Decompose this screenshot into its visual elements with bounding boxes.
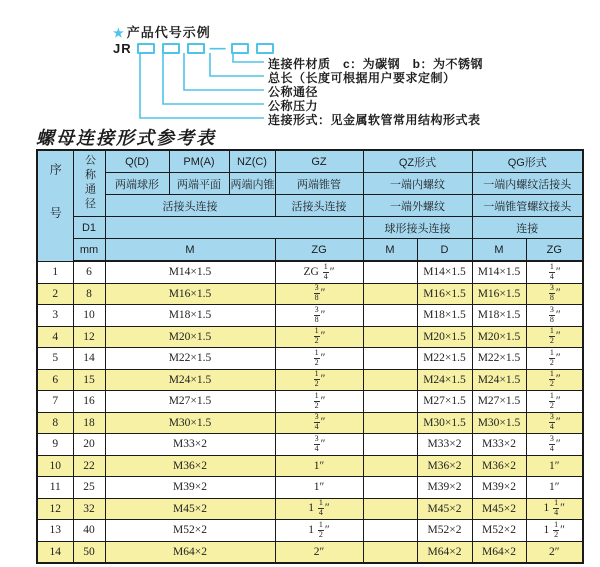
table-cell bbox=[363, 326, 417, 348]
table-cell: 1 $\frac{1}{4}$ ″ bbox=[526, 498, 583, 520]
table-cell: 1 $\frac{1}{2}$ ″ bbox=[526, 520, 583, 542]
table-cell: M64×2 bbox=[472, 541, 526, 563]
table-row bbox=[37, 520, 583, 542]
col-header-qg: QG形式 bbox=[472, 150, 583, 173]
table-cell: M33×2 bbox=[417, 434, 472, 456]
header-row-3 bbox=[37, 195, 583, 217]
page-title: 螺母连接形式参考表 bbox=[36, 128, 216, 149]
table-cell: $\frac{1}{2}$ ″ bbox=[526, 348, 583, 370]
table-body bbox=[37, 261, 583, 563]
table-cell: $\frac{3}{4}$ ″ bbox=[526, 434, 583, 456]
table-cell: 1 $\frac{1}{4}$ ″ bbox=[275, 498, 363, 520]
label-pressure: 公称压力 bbox=[268, 99, 319, 113]
table-cell bbox=[363, 434, 417, 456]
code-box-5 bbox=[256, 43, 274, 54]
table-cell: M20×1.5 bbox=[417, 326, 472, 348]
table-cell: M14×1.5 bbox=[105, 261, 275, 283]
table-cell: 8 bbox=[37, 412, 73, 434]
table-cell: $\frac{3}{8}$ ″ bbox=[526, 283, 583, 305]
table-cell: 6 bbox=[37, 369, 73, 391]
zg-col-label: ZG bbox=[275, 239, 363, 262]
table-cell: 20 bbox=[73, 434, 105, 456]
nz-desc: 两端内锥 bbox=[229, 173, 275, 195]
col-header-q: Q(D) bbox=[105, 150, 169, 173]
table-row bbox=[37, 348, 583, 370]
table-cell: M39×2 bbox=[472, 477, 526, 499]
table-cell: M24×1.5 bbox=[105, 369, 275, 391]
table-cell bbox=[363, 348, 417, 370]
table-cell: $\frac{3}{4}$ ″ bbox=[275, 434, 363, 456]
table-cell: 40 bbox=[73, 520, 105, 542]
qz-conn: 球形接头连接 bbox=[363, 217, 472, 239]
table-cell: M27×1.5 bbox=[105, 391, 275, 413]
table-cell: M30×1.5 bbox=[417, 412, 472, 434]
table-cell: M39×2 bbox=[417, 477, 472, 499]
table-cell: M33×2 bbox=[472, 434, 526, 456]
table-cell: M16×1.5 bbox=[105, 283, 275, 305]
qz-desc2: 一端外螺纹 bbox=[363, 195, 472, 217]
table-cell: M45×2 bbox=[472, 498, 526, 520]
empty-header-cell bbox=[105, 217, 363, 239]
table-row bbox=[37, 434, 583, 456]
table-row bbox=[37, 326, 583, 348]
table-cell bbox=[363, 305, 417, 327]
code-box-3 bbox=[187, 43, 205, 54]
table-cell: $\frac{1}{2}$ ″ bbox=[275, 369, 363, 391]
table-cell: M16×1.5 bbox=[472, 283, 526, 305]
table-cell: M30×1.5 bbox=[472, 412, 526, 434]
table-cell: 15 bbox=[73, 369, 105, 391]
nut-connection-table bbox=[36, 149, 584, 564]
code-dash: — bbox=[209, 39, 226, 57]
diagram-heading bbox=[113, 22, 211, 41]
table-cell: M18×1.5 bbox=[417, 305, 472, 327]
code-box-2 bbox=[162, 43, 180, 54]
table-cell: 4 bbox=[37, 326, 73, 348]
table-cell: M64×2 bbox=[417, 541, 472, 563]
qz-d-label: D bbox=[417, 239, 472, 262]
table-cell: M52×2 bbox=[472, 520, 526, 542]
table-cell: 14 bbox=[73, 348, 105, 370]
table-cell: M14×1.5 bbox=[417, 261, 472, 283]
table-cell: M52×2 bbox=[417, 520, 472, 542]
col-header-gz: GZ bbox=[275, 150, 363, 173]
table-cell bbox=[363, 498, 417, 520]
table-cell: M36×2 bbox=[105, 455, 275, 477]
table-cell: M16×1.5 bbox=[417, 283, 472, 305]
table-cell: ZG $\frac{1}{4}$ ″ bbox=[275, 261, 363, 283]
table-cell: M27×1.5 bbox=[417, 391, 472, 413]
table-row bbox=[37, 283, 583, 305]
col-header-dn bbox=[73, 150, 105, 217]
table-cell bbox=[363, 412, 417, 434]
table-cell bbox=[363, 261, 417, 283]
table-cell: 1″ bbox=[526, 455, 583, 477]
header-row-5 bbox=[37, 239, 583, 262]
table-cell: 18 bbox=[73, 412, 105, 434]
table-cell: M14×1.5 bbox=[472, 261, 526, 283]
d1-label: D1 bbox=[73, 217, 105, 239]
qz-desc1: 一端内螺纹 bbox=[363, 173, 472, 195]
col-header-pm: PM(A) bbox=[169, 150, 229, 173]
col-header-seq bbox=[37, 150, 73, 261]
table-cell bbox=[363, 369, 417, 391]
table-cell bbox=[363, 455, 417, 477]
qg-conn: 连接 bbox=[472, 217, 583, 239]
code-prefix: JR bbox=[113, 40, 132, 56]
label-material: 连接件材质 c：为碳钢 b：为不锈钢 bbox=[268, 57, 484, 71]
table-cell: 25 bbox=[73, 477, 105, 499]
dn-label: 公称通径 bbox=[83, 154, 96, 213]
table-cell: M30×1.5 bbox=[105, 412, 275, 434]
gz-conn: 活接头连接 bbox=[275, 195, 363, 217]
table-cell bbox=[363, 477, 417, 499]
col-header-nz: NZ(C) bbox=[229, 150, 275, 173]
qg-desc1: 一端内螺纹活接头 bbox=[472, 173, 583, 195]
table-row bbox=[37, 541, 583, 563]
table-cell: 32 bbox=[73, 498, 105, 520]
product-code-row bbox=[113, 39, 281, 57]
table-cell: 14 bbox=[37, 541, 73, 563]
table-cell: M64×2 bbox=[105, 541, 275, 563]
qg-m-label: M bbox=[472, 239, 526, 262]
table-cell: $\frac{3}{8}$ ″ bbox=[526, 305, 583, 327]
star-icon: ★ bbox=[113, 26, 125, 40]
table-cell: 1 bbox=[37, 261, 73, 283]
table-cell: 6 bbox=[73, 261, 105, 283]
gz-desc: 两端锥管 bbox=[275, 173, 363, 195]
product-code-diagram bbox=[0, 0, 600, 128]
table-cell: 2″ bbox=[526, 541, 583, 563]
table-cell: 12 bbox=[37, 498, 73, 520]
table-row bbox=[37, 412, 583, 434]
qz-m-label: M bbox=[363, 239, 417, 262]
table-row bbox=[37, 391, 583, 413]
table-row bbox=[37, 369, 583, 391]
table-cell: M22×1.5 bbox=[417, 348, 472, 370]
code-box-1 bbox=[137, 43, 155, 54]
pm-desc: 两端平面 bbox=[169, 173, 229, 195]
qg-desc2: 一端锥管螺纹接头 bbox=[472, 195, 583, 217]
table-cell: $\frac{1}{2}$ ″ bbox=[275, 326, 363, 348]
table-cell: M27×1.5 bbox=[472, 391, 526, 413]
qg-zg-label: ZG bbox=[526, 239, 583, 262]
table-row bbox=[37, 261, 583, 283]
table-cell: $\frac{1}{2}$ ″ bbox=[526, 369, 583, 391]
table-cell: 2 bbox=[37, 283, 73, 305]
table-cell: 7 bbox=[37, 391, 73, 413]
table-cell: M18×1.5 bbox=[105, 305, 275, 327]
table-cell: $\frac{1}{2}$ ″ bbox=[526, 326, 583, 348]
table-cell: 2″ bbox=[275, 541, 363, 563]
table-cell: M39×2 bbox=[105, 477, 275, 499]
table-row bbox=[37, 498, 583, 520]
table-cell: 1″ bbox=[526, 477, 583, 499]
table-cell: M22×1.5 bbox=[472, 348, 526, 370]
table-cell bbox=[363, 391, 417, 413]
table-cell: 22 bbox=[73, 455, 105, 477]
m-col-label: M bbox=[105, 239, 275, 262]
table-cell: M45×2 bbox=[417, 498, 472, 520]
header-row-4 bbox=[37, 217, 583, 239]
table-cell: M20×1.5 bbox=[105, 326, 275, 348]
table-cell: 13 bbox=[37, 520, 73, 542]
table-cell: $\frac{1}{2}$ ″ bbox=[275, 391, 363, 413]
table-cell: M36×2 bbox=[417, 455, 472, 477]
label-diameter: 公称通径 bbox=[268, 85, 319, 99]
col-header-qz: QZ形式 bbox=[363, 150, 472, 173]
label-length: 总长（长度可根据用户要求定制） bbox=[268, 71, 456, 85]
table-cell: $\frac{3}{4}$ ″ bbox=[526, 412, 583, 434]
code-box-4 bbox=[231, 43, 249, 54]
header-row-1 bbox=[37, 150, 583, 173]
table-cell: 9 bbox=[37, 434, 73, 456]
table-cell: $\frac{1}{4}$ ″ bbox=[526, 261, 583, 283]
table-cell: M45×2 bbox=[105, 498, 275, 520]
left-conn: 活接头连接 bbox=[105, 195, 275, 217]
table-cell: 5 bbox=[37, 348, 73, 370]
table-cell: 12 bbox=[73, 326, 105, 348]
diagram-heading-text: 产品代号示例 bbox=[126, 25, 211, 40]
q-desc: 两端球形 bbox=[105, 173, 169, 195]
table-cell bbox=[363, 541, 417, 563]
table-cell: $\frac{3}{8}$ ″ bbox=[275, 305, 363, 327]
label-conn-form: 连接形式：见金属软管常用结构形式表 bbox=[268, 113, 481, 127]
table-cell: M52×2 bbox=[105, 520, 275, 542]
table-cell: 10 bbox=[73, 305, 105, 327]
table-row bbox=[37, 305, 583, 327]
mm-label: mm bbox=[73, 239, 105, 262]
table-cell: 16 bbox=[73, 391, 105, 413]
table-cell: M24×1.5 bbox=[417, 369, 472, 391]
table-cell: $\frac{1}{2}$ ″ bbox=[275, 348, 363, 370]
seq-label: 序号 bbox=[48, 162, 63, 249]
table-cell: 3 bbox=[37, 305, 73, 327]
table-cell: 1″ bbox=[275, 455, 363, 477]
table-cell bbox=[363, 520, 417, 542]
table-cell: M18×1.5 bbox=[472, 305, 526, 327]
table-cell: $\frac{3}{4}$ ″ bbox=[275, 412, 363, 434]
table-cell: 11 bbox=[37, 477, 73, 499]
table-cell: M20×1.5 bbox=[472, 326, 526, 348]
table-cell: $\frac{3}{8}$ ″ bbox=[275, 283, 363, 305]
table-cell: 10 bbox=[37, 455, 73, 477]
table-cell: 8 bbox=[73, 283, 105, 305]
table-cell: 1″ bbox=[275, 477, 363, 499]
header-row-2 bbox=[37, 173, 583, 195]
table-cell: M24×1.5 bbox=[472, 369, 526, 391]
table-row bbox=[37, 455, 583, 477]
table-cell: M33×2 bbox=[105, 434, 275, 456]
table-cell: 1 $\frac{1}{2}$ ″ bbox=[275, 520, 363, 542]
table-row bbox=[37, 477, 583, 499]
table-cell: M36×2 bbox=[472, 455, 526, 477]
table-cell: M22×1.5 bbox=[105, 348, 275, 370]
table-cell bbox=[363, 283, 417, 305]
table-cell: $\frac{1}{2}$ ″ bbox=[526, 391, 583, 413]
table-cell: 50 bbox=[73, 541, 105, 563]
